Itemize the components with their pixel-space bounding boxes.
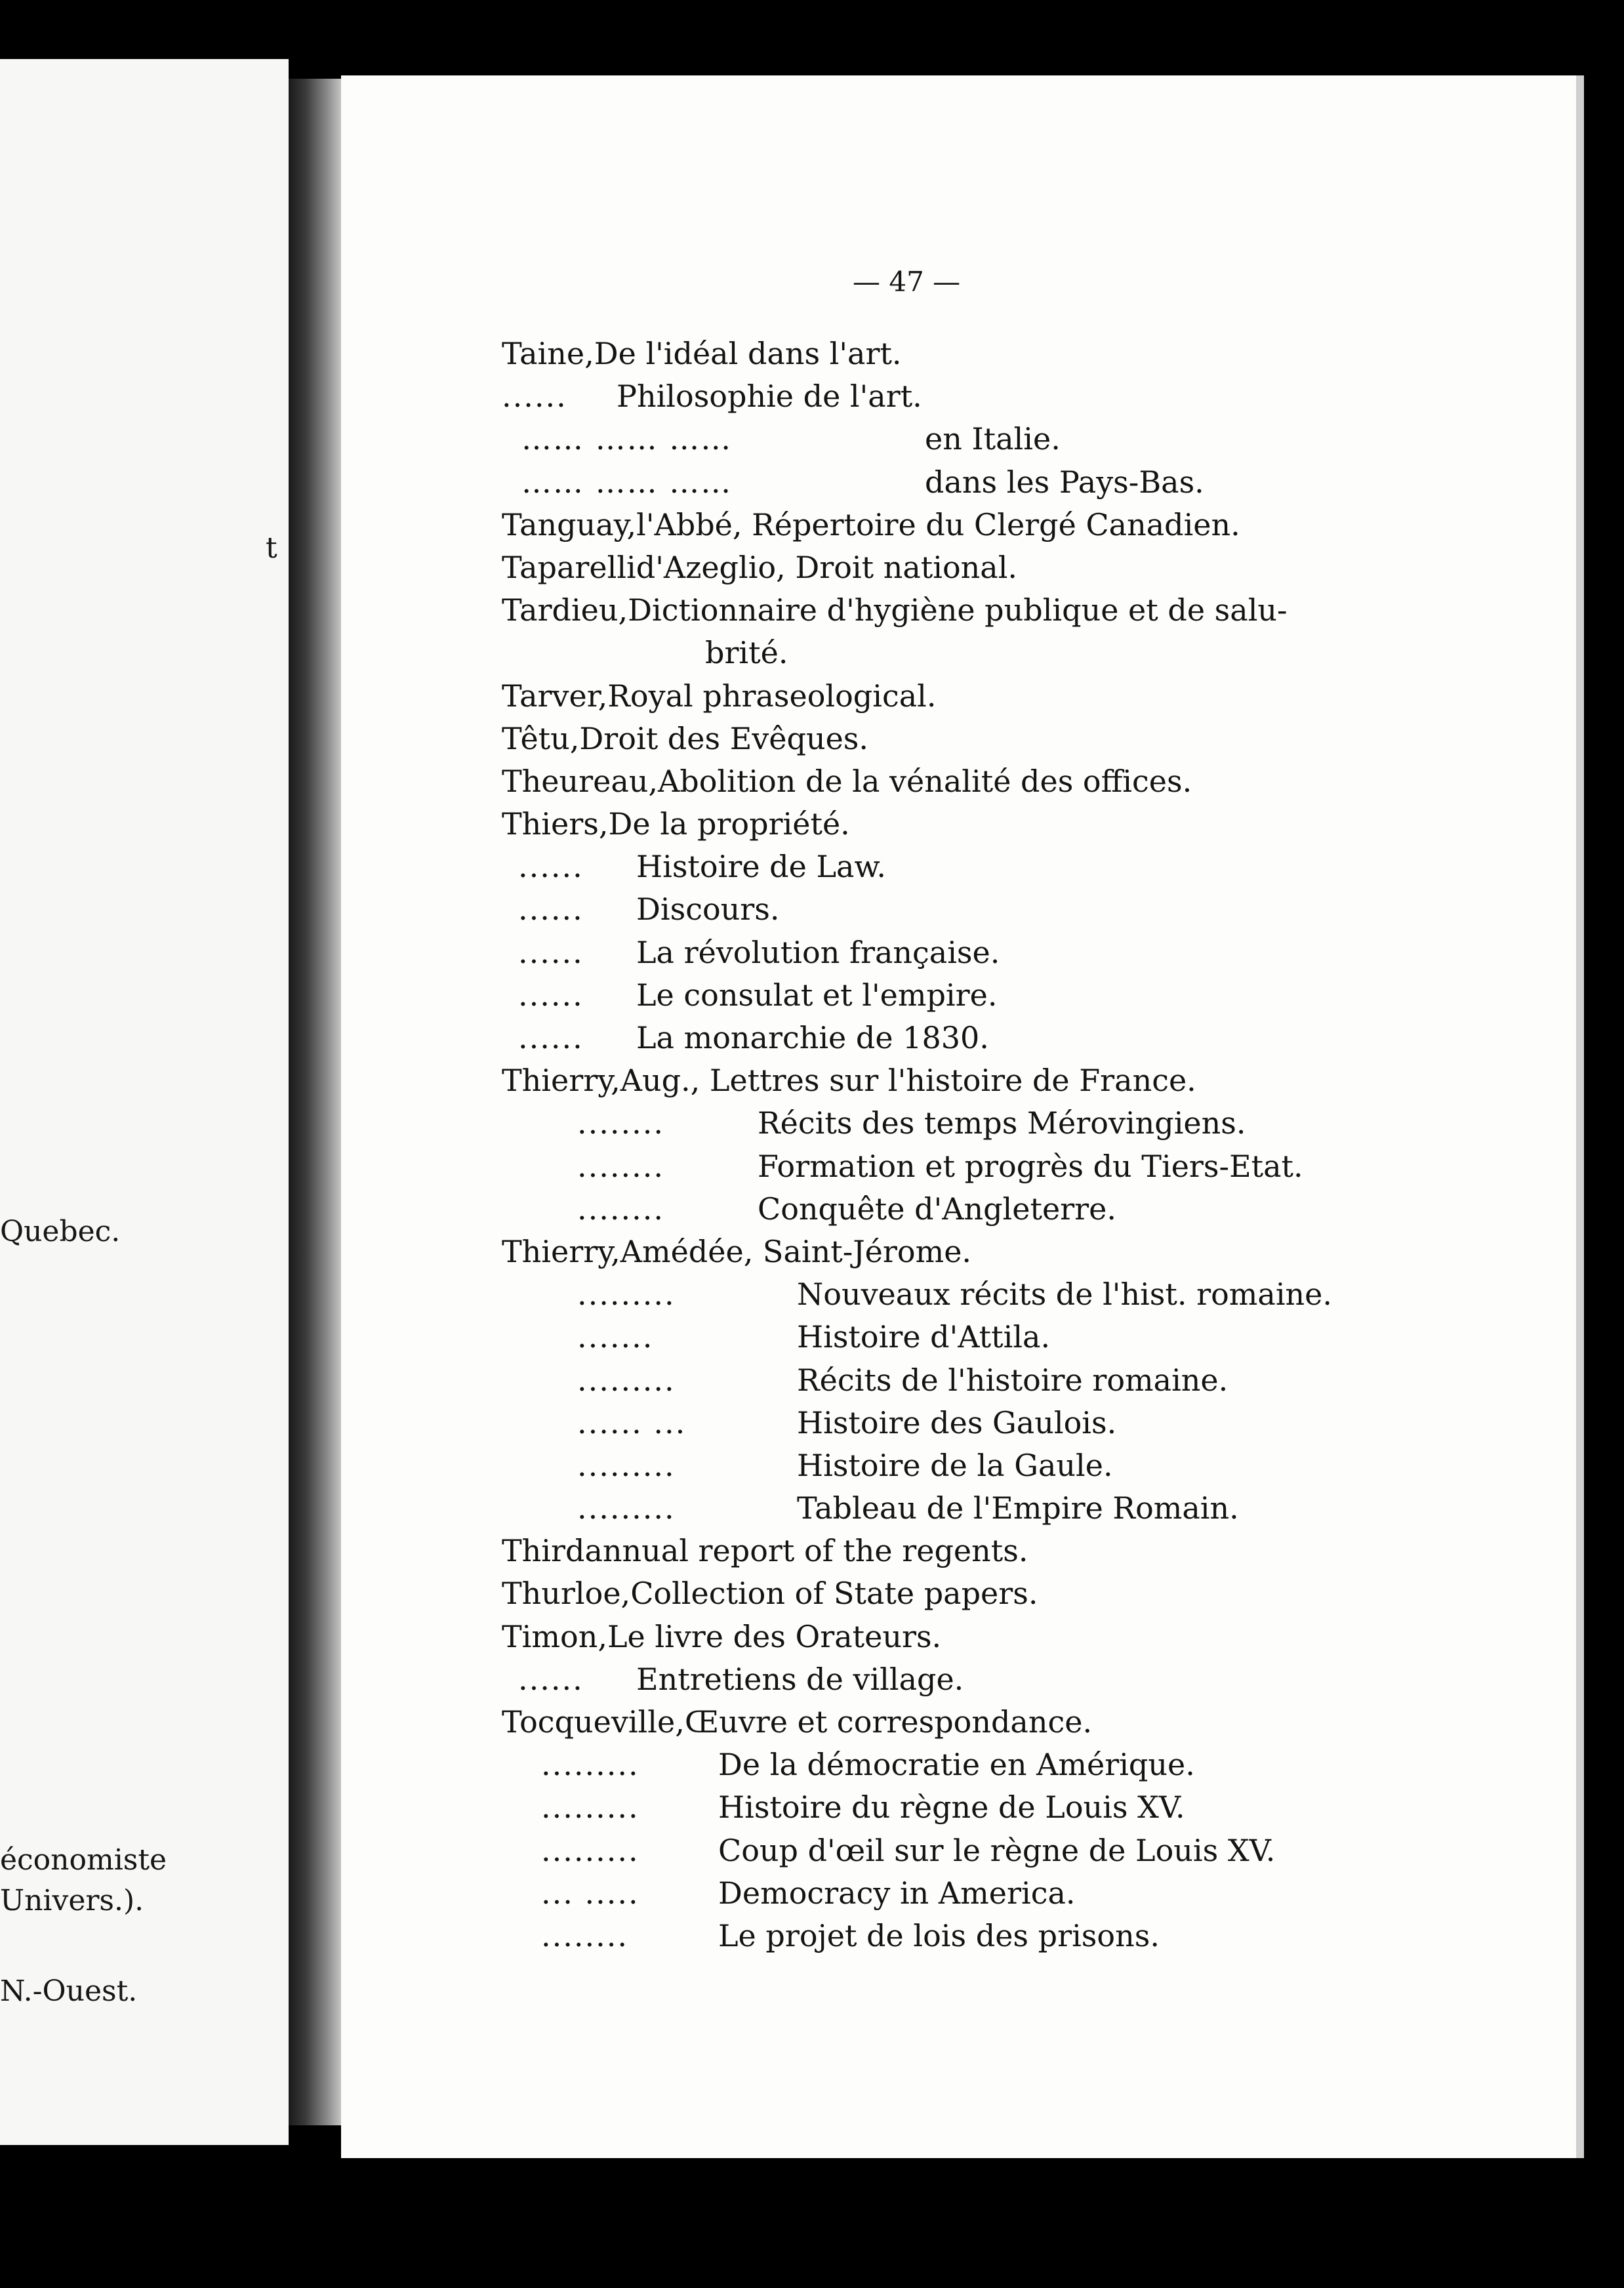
- entry-title: Discours.: [636, 891, 780, 928]
- ditto-marks: .........: [541, 1832, 639, 1868]
- entry-title: Amédée, Saint-Jérome.: [620, 1233, 972, 1269]
- entry-title: Le livre des Orateurs.: [607, 1618, 942, 1654]
- entry-author: Tanguay,: [502, 506, 637, 542]
- entry-author: Timon,: [502, 1618, 607, 1654]
- entry-title: De la démocratie en Amérique.: [718, 1747, 1195, 1783]
- ditto-marks: ......: [518, 977, 584, 1013]
- entry-title: Abolition de la vénalité des offices.: [658, 763, 1192, 799]
- entry-title: Histoire de Law.: [636, 849, 886, 885]
- ditto-marks: ......: [518, 1020, 584, 1055]
- entry-author: Third: [502, 1533, 585, 1569]
- entry-title: Formation et progrès du Tiers-Etat.: [758, 1148, 1303, 1184]
- entry-title: Dictionnaire d'hygiène publique et de salu-: [628, 592, 1288, 628]
- left-page-fragment: Univers.).: [0, 1884, 144, 1917]
- ditto-marks: .........: [577, 1362, 676, 1398]
- entry-title: Nouveaux récits de l'hist. romaine.: [797, 1277, 1333, 1313]
- book-gutter-shadow: [289, 79, 345, 2125]
- entry-title: Récits des temps Mérovingiens.: [758, 1105, 1246, 1141]
- entry-title: l'Abbé, Répertoire du Clergé Canadien.: [636, 506, 1240, 542]
- entry-title: Histoire des Gaulois.: [797, 1404, 1117, 1440]
- entry-title: annual report of the regents.: [584, 1533, 1028, 1569]
- ditto-marks: …… …… ……: [521, 464, 733, 500]
- entry-author: Thurloe,: [502, 1576, 631, 1612]
- entry-author: Theureau,: [502, 763, 659, 799]
- entry-author: Tarver,: [502, 678, 608, 714]
- ditto-marks: ........: [577, 1105, 664, 1141]
- ditto-marks: ......: [518, 891, 584, 928]
- entry-title: Coup d'œil sur le règne de Louis XV.: [718, 1832, 1276, 1868]
- entry-title: Entretiens de village.: [636, 1661, 964, 1697]
- ditto-marks: .......: [577, 1319, 654, 1355]
- entry-title: Le consulat et l'empire.: [636, 977, 998, 1013]
- ditto-marks: .........: [577, 1447, 676, 1483]
- entry-title: Tableau de l'Empire Romain.: [797, 1490, 1239, 1526]
- entry-title: dans les Pays-Bas.: [925, 464, 1204, 500]
- entry-title: Droit des Evêques.: [579, 720, 869, 756]
- entry-author: Tocqueville,: [502, 1704, 685, 1740]
- ditto-marks: ......: [502, 378, 567, 415]
- entry-title: Histoire de la Gaule.: [797, 1447, 1113, 1483]
- ditto-marks: .........: [541, 1789, 639, 1826]
- entry-title: d'Azeglio, Droit national.: [636, 549, 1018, 585]
- entry-title: Democracy in America.: [718, 1875, 1076, 1911]
- entry-title: La monarchie de 1830.: [636, 1020, 989, 1055]
- entry-title: De la propriété.: [608, 806, 850, 842]
- ditto-marks: ... .....: [541, 1875, 639, 1911]
- entry-title: Conquête d'Angleterre.: [758, 1191, 1116, 1227]
- entry-author: Tardieu,: [502, 592, 628, 628]
- entry-title: Histoire d'Attila.: [797, 1319, 1051, 1355]
- page-number: — 47 —: [853, 266, 961, 298]
- left-page-fragment: N.-Ouest.: [0, 1974, 138, 2008]
- ditto-marks: ........: [577, 1148, 664, 1184]
- entry-title: De l'idéal dans l'art.: [594, 336, 902, 371]
- ditto-marks: ......: [518, 1661, 584, 1697]
- left-page-fragment: Quebec.: [0, 1215, 121, 1248]
- ditto-marks: .........: [541, 1747, 639, 1783]
- entry-title: Royal phraseological.: [607, 678, 937, 714]
- entry-author: Thierry,: [502, 1233, 620, 1269]
- ditto-marks: .........: [577, 1490, 676, 1526]
- entry-title: brité.: [705, 635, 788, 671]
- entry-title: en Italie.: [925, 421, 1061, 457]
- entry-author: Taine,: [502, 336, 594, 371]
- right-page: [341, 75, 1584, 2158]
- entry-author: Têtu,: [502, 720, 580, 756]
- entry-title: La révolution française.: [636, 934, 1000, 970]
- entry-title: Aug., Lettres sur l'histoire de France.: [620, 1063, 1196, 1099]
- entry-author: Taparelli: [502, 549, 636, 585]
- ditto-marks: ........: [577, 1191, 664, 1227]
- left-page-fragment: t: [266, 531, 277, 565]
- left-facing-page: [0, 59, 289, 2145]
- left-page-fragment: économiste: [0, 1843, 167, 1877]
- ditto-marks: …… …… ……: [521, 421, 733, 457]
- ditto-marks: ........: [541, 1917, 628, 1953]
- ditto-marks: ...... ...: [577, 1404, 687, 1440]
- ditto-marks: ......: [518, 849, 584, 885]
- entry-title: Récits de l'histoire romaine.: [797, 1362, 1228, 1398]
- entry-title: Philosophie de l'art.: [617, 378, 922, 415]
- entry-author: Thiers,: [502, 806, 609, 842]
- entry-title: Collection of State papers.: [630, 1576, 1038, 1612]
- entry-author: Thierry,: [502, 1063, 620, 1099]
- ditto-marks: ......: [518, 934, 584, 970]
- ditto-marks: .........: [577, 1277, 676, 1313]
- entry-title: Histoire du règne de Louis XV.: [718, 1789, 1185, 1826]
- entry-title: Œuvre et correspondance.: [684, 1704, 1093, 1740]
- entry-title: Le projet de lois des prisons.: [718, 1917, 1160, 1953]
